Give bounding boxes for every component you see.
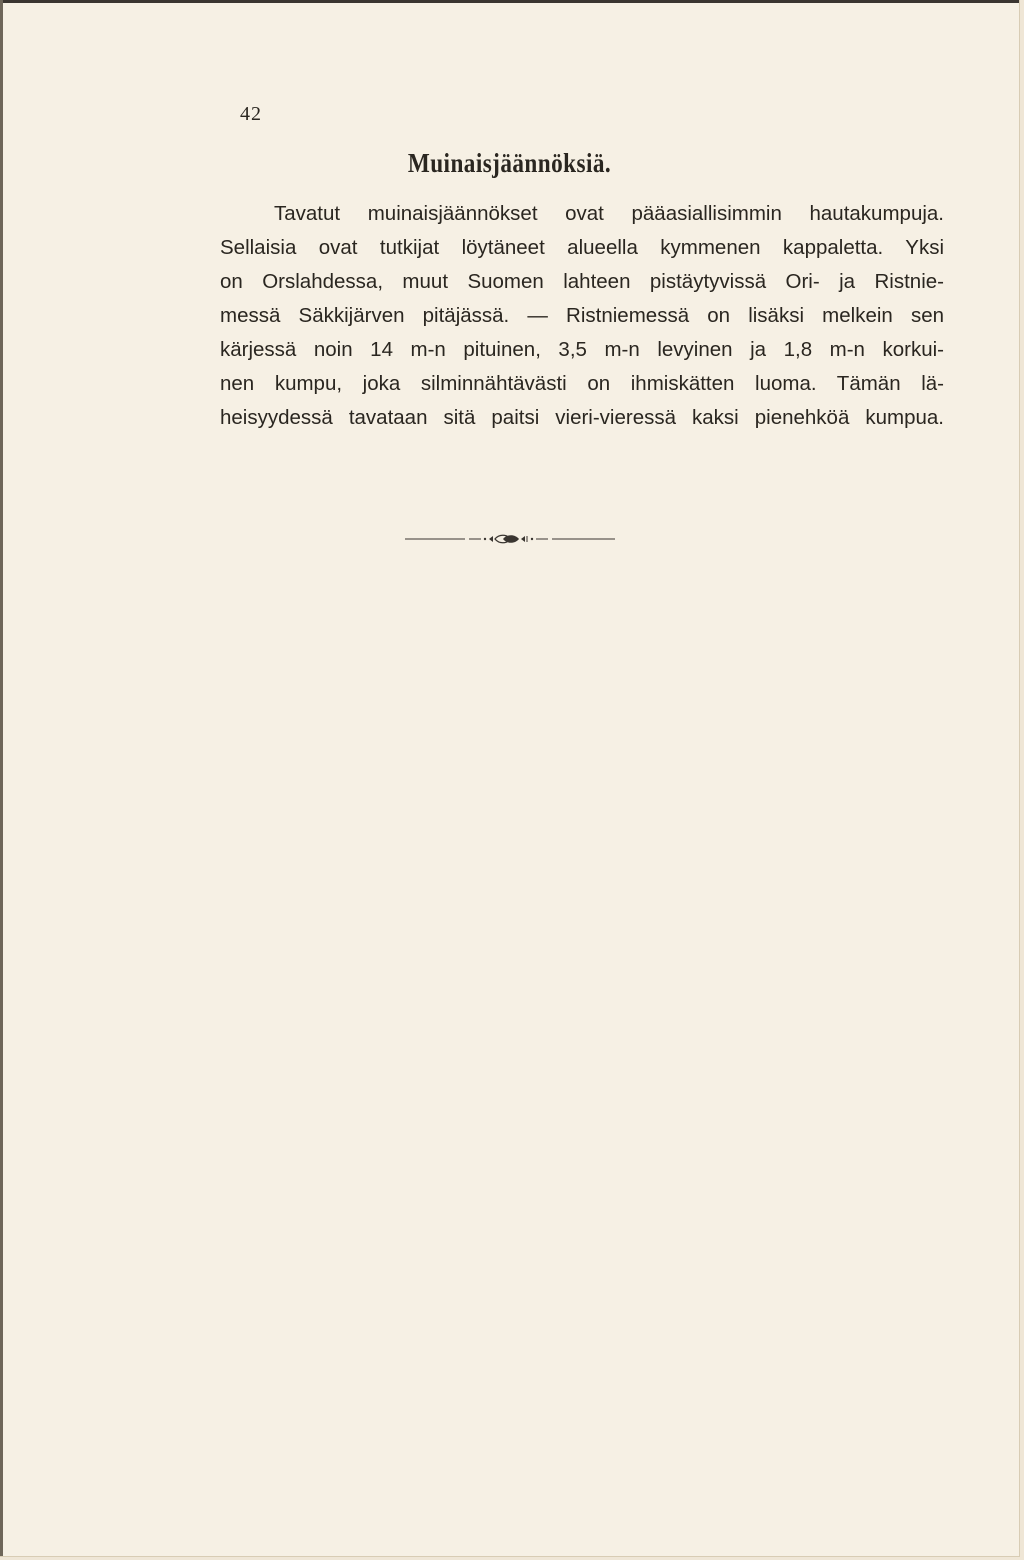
text-line: nen kumpu, joka silminnähtävästi on ihmiskätten luoma. Tämän lä-	[220, 372, 944, 395]
page-binding-edge	[0, 0, 3, 1556]
text-line: Sellaisia ovat tutkijat löytäneet alueella kymmenen kappaletta. Yksi	[220, 236, 944, 259]
page-number: 42	[240, 103, 262, 125]
body-paragraph	[220, 197, 944, 435]
text-line: messä Säkkijärven pitäjässä. — Ristniemessä on lisäksi melkein sen	[220, 304, 944, 327]
text-line: kärjessä noin 14 m-n pituinen, 3,5 m-n levyinen ja 1,8 m-n korkui-	[220, 338, 944, 361]
text-line: heisyydessä tavataan sitä paitsi vieri-vieressä kaksi pienehköä kumpua.	[220, 406, 944, 429]
text-line: on Orslahdessa, muut Suomen lahteen pistäytyvissä Ori- ja Ristnie-	[220, 270, 944, 293]
page-title: Muinaisjäännöksiä.	[407, 148, 612, 178]
text-line: Tavatut muinaisjäännökset ovat pääasiallisimmin hautakumpuja.	[274, 202, 944, 225]
page-top-edge	[0, 0, 1019, 3]
ornamental-divider-icon	[0, 531, 1019, 551]
